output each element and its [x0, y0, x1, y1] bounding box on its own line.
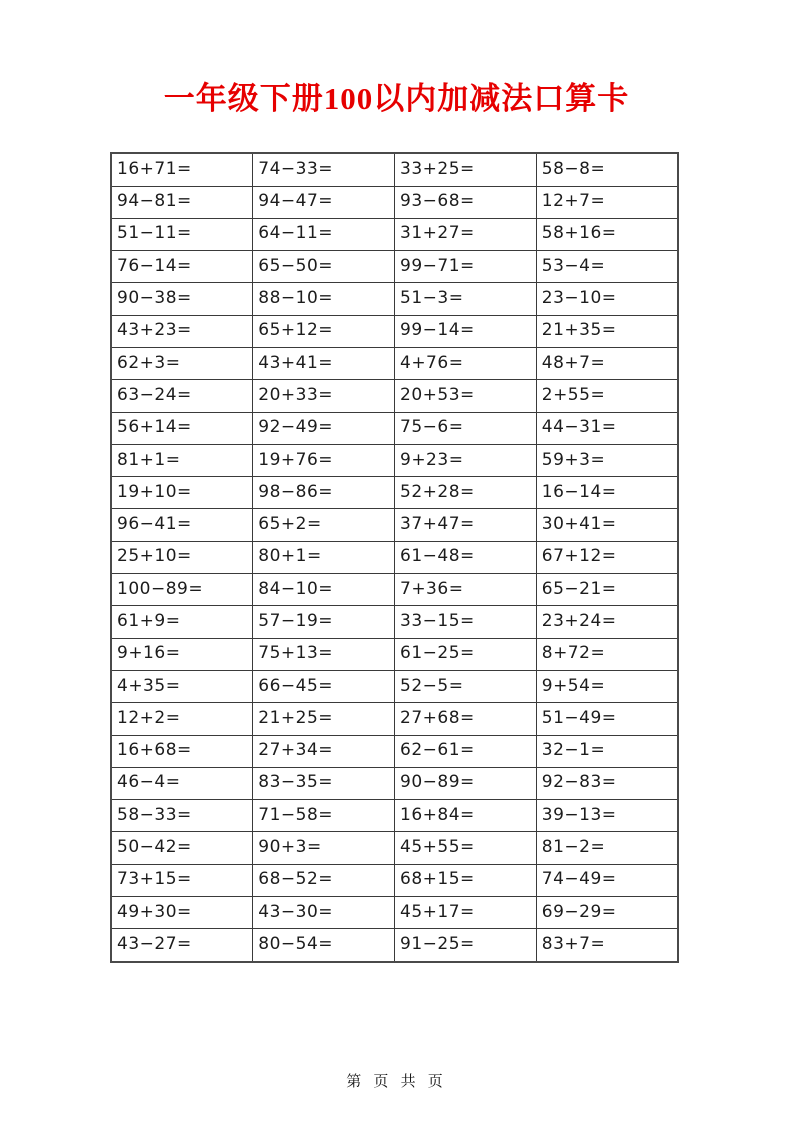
expression-cell: 20+53= — [395, 380, 537, 412]
expression-cell: 96−41= — [111, 509, 253, 541]
expression-cell: 75−6= — [395, 412, 537, 444]
expression-cell: 19+10= — [111, 477, 253, 509]
table-row — [111, 800, 678, 832]
table-row — [111, 153, 678, 186]
table-row — [111, 347, 678, 379]
table-row — [111, 186, 678, 218]
expression-cell: 93−68= — [395, 186, 537, 218]
expression-cell: 62−61= — [395, 735, 537, 767]
expression-cell: 16+84= — [395, 800, 537, 832]
expression-cell: 43−27= — [111, 929, 253, 962]
expression-cell: 23−10= — [536, 283, 678, 315]
expression-cell: 61−25= — [395, 638, 537, 670]
expression-cell: 90+3= — [253, 832, 395, 864]
expression-cell: 65−50= — [253, 251, 395, 283]
expression-cell: 84−10= — [253, 574, 395, 606]
expression-cell: 4+76= — [395, 347, 537, 379]
expression-cell: 80+1= — [253, 541, 395, 573]
table-row — [111, 541, 678, 573]
expression-cell: 48+7= — [536, 347, 678, 379]
table-row — [111, 218, 678, 250]
expression-cell: 67+12= — [536, 541, 678, 573]
expression-cell: 44−31= — [536, 412, 678, 444]
table-row — [111, 509, 678, 541]
expression-cell: 31+27= — [395, 218, 537, 250]
expression-cell: 43+23= — [111, 315, 253, 347]
table-row — [111, 735, 678, 767]
expression-cell: 65+2= — [253, 509, 395, 541]
expression-cell: 83+7= — [536, 929, 678, 962]
expression-cell: 23+24= — [536, 606, 678, 638]
table-row — [111, 897, 678, 929]
expression-cell: 99−14= — [395, 315, 537, 347]
expression-cell: 64−11= — [253, 218, 395, 250]
expression-cell: 43−30= — [253, 897, 395, 929]
expression-cell: 76−14= — [111, 251, 253, 283]
table-row — [111, 767, 678, 799]
expression-cell: 50−42= — [111, 832, 253, 864]
expression-cell: 46−4= — [111, 767, 253, 799]
expression-cell: 25+10= — [111, 541, 253, 573]
table-row — [111, 929, 678, 962]
expression-cell: 4+35= — [111, 670, 253, 702]
expression-cell: 92−49= — [253, 412, 395, 444]
worksheet-table-body — [111, 153, 678, 962]
expression-cell: 68+15= — [395, 864, 537, 896]
table-row — [111, 315, 678, 347]
table-row — [111, 832, 678, 864]
expression-cell: 56+14= — [111, 412, 253, 444]
table-row — [111, 606, 678, 638]
expression-cell: 65−21= — [536, 574, 678, 606]
table-row — [111, 864, 678, 896]
table-row — [111, 380, 678, 412]
expression-cell: 12+7= — [536, 186, 678, 218]
page-footer: 第 页 共 页 — [346, 1073, 447, 1090]
expression-cell: 73+15= — [111, 864, 253, 896]
expression-cell: 90−89= — [395, 767, 537, 799]
expression-cell: 53−4= — [536, 251, 678, 283]
expression-cell: 27+68= — [395, 703, 537, 735]
expression-cell: 7+36= — [395, 574, 537, 606]
expression-cell: 16+71= — [111, 153, 253, 186]
expression-cell: 83−35= — [253, 767, 395, 799]
table-row — [111, 444, 678, 476]
expression-cell: 21+35= — [536, 315, 678, 347]
expression-cell: 2+55= — [536, 380, 678, 412]
worksheet-table — [110, 152, 679, 963]
expression-cell: 98−86= — [253, 477, 395, 509]
expression-cell: 57−19= — [253, 606, 395, 638]
expression-cell: 33−15= — [395, 606, 537, 638]
expression-cell: 80−54= — [253, 929, 395, 962]
expression-cell: 59+3= — [536, 444, 678, 476]
expression-cell: 39−13= — [536, 800, 678, 832]
expression-cell: 92−83= — [536, 767, 678, 799]
expression-cell: 99−71= — [395, 251, 537, 283]
expression-cell: 52−5= — [395, 670, 537, 702]
expression-cell: 69−29= — [536, 897, 678, 929]
table-row — [111, 574, 678, 606]
expression-cell: 58−33= — [111, 800, 253, 832]
expression-cell: 21+25= — [253, 703, 395, 735]
expression-cell: 51−49= — [536, 703, 678, 735]
expression-cell: 94−81= — [111, 186, 253, 218]
expression-cell: 51−11= — [111, 218, 253, 250]
expression-cell: 9+54= — [536, 670, 678, 702]
expression-cell: 8+72= — [536, 638, 678, 670]
expression-cell: 81+1= — [111, 444, 253, 476]
expression-cell: 33+25= — [395, 153, 537, 186]
expression-cell: 63−24= — [111, 380, 253, 412]
expression-cell: 68−52= — [253, 864, 395, 896]
expression-cell: 58−8= — [536, 153, 678, 186]
table-row — [111, 412, 678, 444]
expression-cell: 30+41= — [536, 509, 678, 541]
expression-cell: 12+2= — [111, 703, 253, 735]
expression-cell: 62+3= — [111, 347, 253, 379]
expression-cell: 32−1= — [536, 735, 678, 767]
table-row — [111, 283, 678, 315]
expression-cell: 90−38= — [111, 283, 253, 315]
expression-cell: 16+68= — [111, 735, 253, 767]
expression-cell: 19+76= — [253, 444, 395, 476]
expression-cell: 37+47= — [395, 509, 537, 541]
expression-cell: 71−58= — [253, 800, 395, 832]
expression-cell: 20+33= — [253, 380, 395, 412]
expression-cell: 74−49= — [536, 864, 678, 896]
expression-cell: 66−45= — [253, 670, 395, 702]
table-row — [111, 670, 678, 702]
expression-cell: 65+12= — [253, 315, 395, 347]
table-row — [111, 251, 678, 283]
table-row — [111, 477, 678, 509]
expression-cell: 58+16= — [536, 218, 678, 250]
page-title: 一年级下册100以内加减法口算卡 — [163, 81, 630, 116]
expression-cell: 100−89= — [111, 574, 253, 606]
expression-cell: 81−2= — [536, 832, 678, 864]
table-row — [111, 703, 678, 735]
expression-cell: 88−10= — [253, 283, 395, 315]
expression-cell: 61−48= — [395, 541, 537, 573]
table-row — [111, 638, 678, 670]
expression-cell: 61+9= — [111, 606, 253, 638]
expression-cell: 16−14= — [536, 477, 678, 509]
expression-cell: 51−3= — [395, 283, 537, 315]
expression-cell: 75+13= — [253, 638, 395, 670]
expression-cell: 91−25= — [395, 929, 537, 962]
expression-cell: 9+23= — [395, 444, 537, 476]
expression-cell: 45+55= — [395, 832, 537, 864]
expression-cell: 74−33= — [253, 153, 395, 186]
expression-cell: 94−47= — [253, 186, 395, 218]
expression-cell: 43+41= — [253, 347, 395, 379]
expression-cell: 52+28= — [395, 477, 537, 509]
expression-cell: 27+34= — [253, 735, 395, 767]
expression-cell: 49+30= — [111, 897, 253, 929]
expression-cell: 45+17= — [395, 897, 537, 929]
expression-cell: 9+16= — [111, 638, 253, 670]
